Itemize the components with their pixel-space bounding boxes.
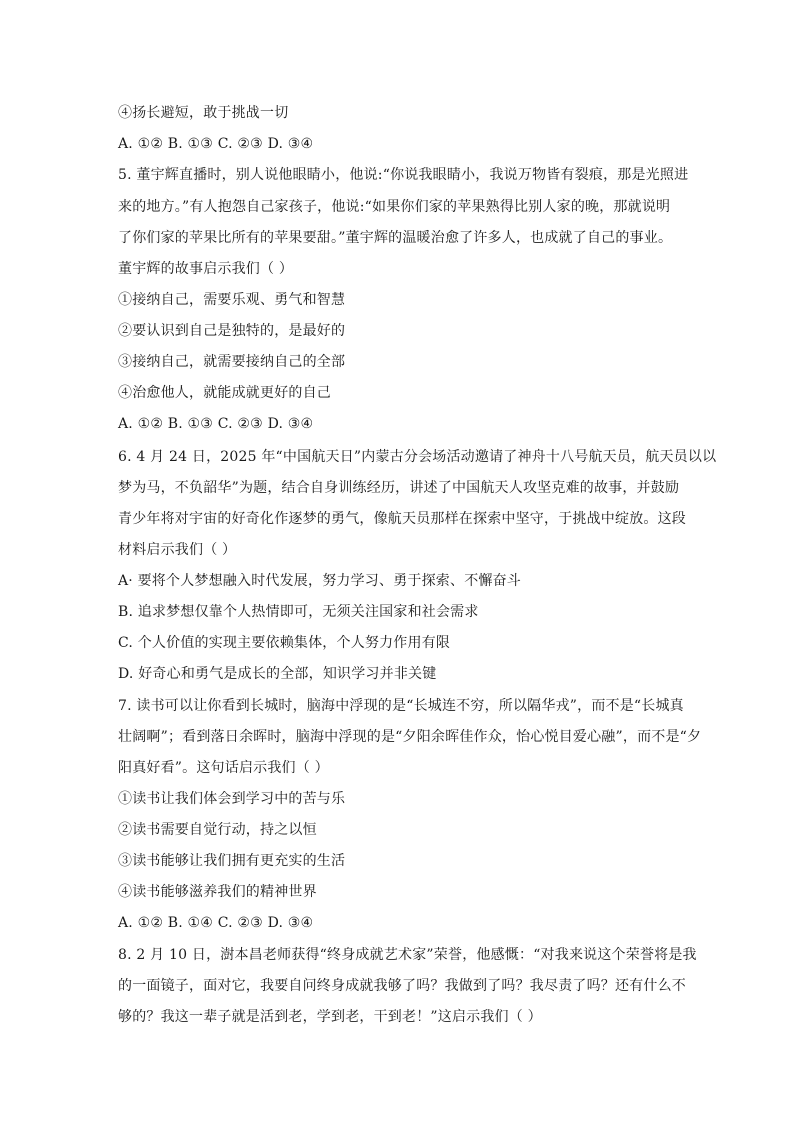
question-5-text-line-1: 5. 董宇辉直播时，别人说他眼睛小，他说:“你说我眼睛小，我说万物皆有裂痕，那是光照进 [118, 167, 689, 183]
question-5-prompt: 董宇辉的故事启示我们（ ） [118, 261, 294, 277]
question-7-statement-2: ②读书需要自觉行动，持之以恒 [118, 822, 317, 838]
question-6-text-line-1: 6. 4 月 24 日，2025 年“中国航天日”内蒙古分会场活动邀请了神舟十八号航天员，航天员以以 [118, 449, 717, 465]
answer-choices-q7: A. ①② B. ①④ C. ②③ D. ③④ [118, 915, 314, 931]
question-5-text-line-3: 了你们家的苹果比所有的苹果要甜。”董宇辉的温暖治愈了许多人，也成就了自己的事业。 [118, 230, 673, 246]
item-4-option-4: ④扬长避短，敢于挑战一切 [118, 105, 289, 121]
question-5-statement-2: ②要认识到自己是独特的，是最好的 [118, 323, 346, 339]
question-5-statement-4: ④治愈他人，就能成就更好的自己 [118, 385, 331, 401]
question-7-statement-1: ①读书让我们体会到学习中的苦与乐 [118, 791, 346, 807]
question-6-option-c: C. 个人价值的实现主要依赖集体，个人努力作用有限 [118, 635, 451, 651]
question-7-text-line-2: 壮阔啊”；看到落日余晖时，脑海中浮现的是“夕阳余晖佳作众，怡心悦目爱心融”，而不是“夕 [118, 729, 702, 745]
question-8-text-line-2: 的一面镜子，面对它，我要自问终身成就我够了吗？我做到了吗？我尽责了吗？还有什么不 [118, 978, 686, 994]
question-6-text-line-3: 青少年将对宇宙的好奇化作逐梦的勇气，像航天员那样在探索中坚守，于挑战中绽放。这段 [118, 511, 686, 527]
question-7-text-line-1: 7. 读书可以让你看到长城时，脑海中浮现的是“长城连不穷，所以隔华戎”，而不是“长城真 [118, 698, 684, 714]
question-6-option-b: B. 追求梦想仅靠个人热情即可，无须关注国家和社会需求 [118, 604, 479, 620]
answer-choices-q4: A. ①② B. ①③ C. ②③ D. ③④ [118, 136, 314, 152]
answer-choices-q5: A. ①② B. ①③ C. ②③ D. ③④ [118, 416, 314, 432]
question-7-prompt: 阳真好看”。这句话启示我们（ ） [118, 760, 329, 776]
question-5-statement-1: ①接纳自己，需要乐观、勇气和智慧 [118, 292, 346, 308]
question-5-text-line-2: 来的地方。”有人抱怨自己家孩子，他说:“如果你们家的苹果熟得比别人家的晚，那就说明 [118, 199, 671, 215]
question-8-text-line-1: 8. 2 月 10 日，澍本昌老师获得“终身成就艺术家”荣誉，他感慨：“对我来说这个荣誉将是我 [118, 947, 697, 963]
question-6-option-d: D. 好奇心和勇气是成长的全部，知识学习并非关键 [118, 666, 437, 682]
question-6-option-a: A· 要将个人梦想融入时代发展，努力学习、勇于探索、不懈奋斗 [118, 573, 522, 589]
question-5-statement-3: ③接纳自己，就需要接纳自己的全部 [118, 354, 346, 370]
question-7-statement-4: ④读书能够滋养我们的精神世界 [118, 884, 317, 900]
question-6-text-line-2: 梦为马，不负韶华”为题，结合自身训练经历，讲述了中国航天人攻坚克难的故事，并鼓励 [118, 480, 680, 496]
question-8-prompt: 够的？我这一辈子就是活到老，学到老，干到老！”这启示我们（ ） [118, 1009, 542, 1025]
question-7-statement-3: ③读书能够让我们拥有更充实的生活 [118, 853, 346, 869]
question-6-prompt: 材料启示我们（ ） [118, 542, 237, 558]
